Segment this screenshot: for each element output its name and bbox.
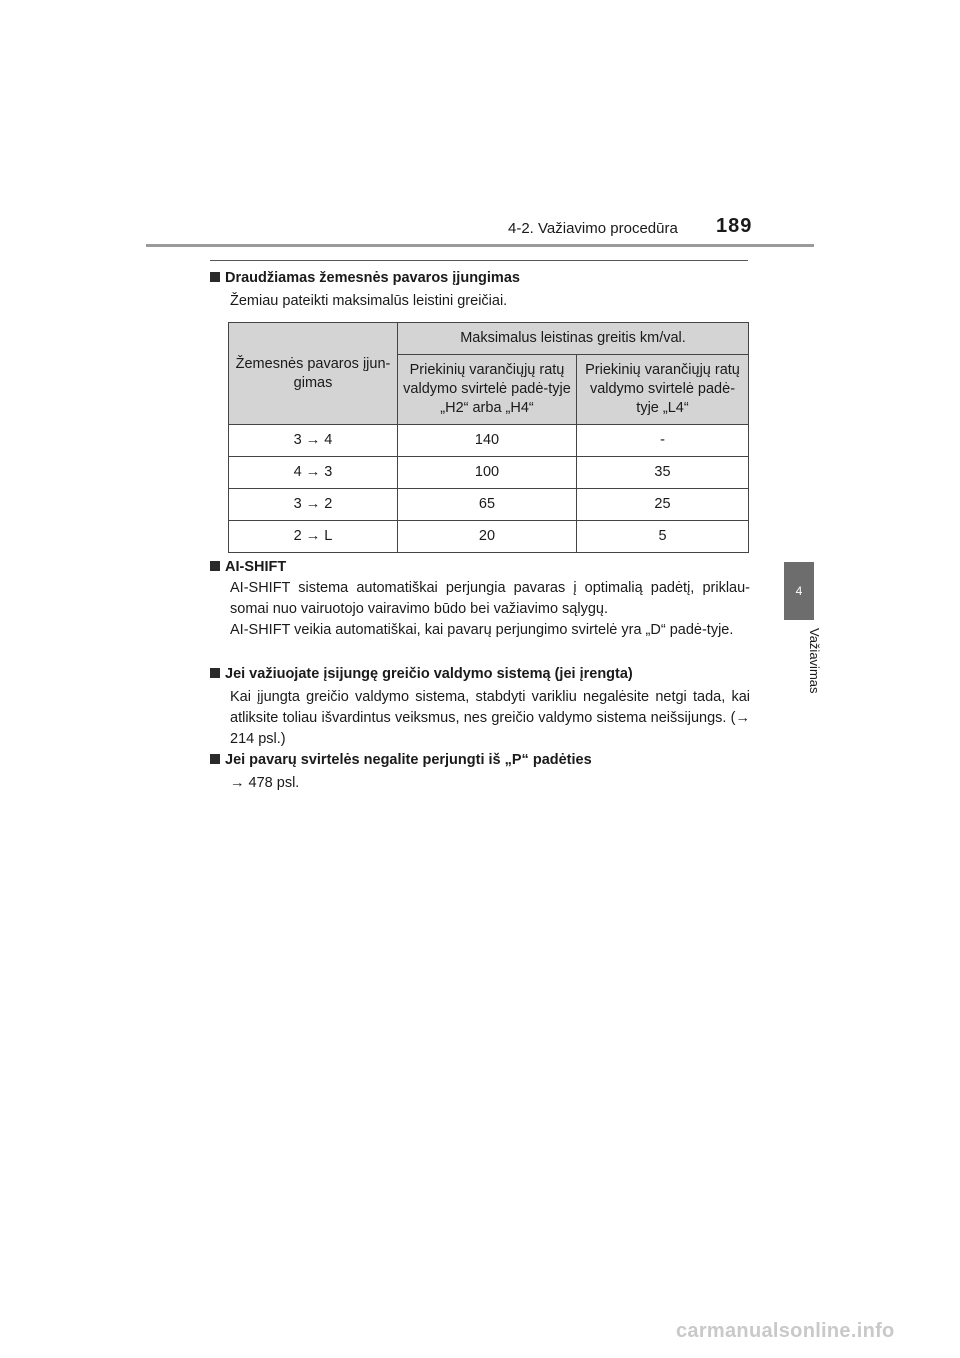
square-bullet-icon bbox=[210, 668, 220, 678]
square-bullet-icon bbox=[210, 561, 220, 571]
cruise-paragraph: Kai įjungta greičio valdymo sistema, stabdyti varikliu negalėsite netgi tada, kai atliksite toliau išvardintus veiksmus, nes greičio valdymo sistema neišsijungs. (→ 214 psl.) bbox=[230, 689, 750, 747]
chapter-label: Važiavimas bbox=[807, 628, 822, 694]
aishift-heading bbox=[210, 557, 750, 578]
cell-l-speed: 5 bbox=[577, 521, 749, 553]
cell-h-speed: 140 bbox=[398, 425, 577, 457]
table-row bbox=[229, 425, 749, 457]
downshift-section bbox=[210, 268, 750, 312]
cell-l-speed: - bbox=[577, 425, 749, 457]
cruise-section bbox=[210, 664, 750, 750]
table-header-row bbox=[229, 323, 749, 355]
col-header-h2-h4: Priekinių varančiųjų ratų valdymo svirtelė padė-tyje „H2“ arba „H4“ bbox=[398, 355, 577, 425]
downshift-title: Draudžiamas žemesnės pavaros įjungimas bbox=[225, 270, 520, 286]
table-row bbox=[229, 489, 749, 521]
cell-shift: 3 → 4 bbox=[229, 425, 398, 457]
header-rule bbox=[146, 244, 814, 247]
cell-l-speed: 35 bbox=[577, 457, 749, 489]
downshift-intro: Žemiau pateikti maksimalūs leistini greičiai. bbox=[230, 293, 508, 309]
col-header-l4: Priekinių varančiųjų ratų valdymo svirtelė padė-tyje „L4“ bbox=[577, 355, 749, 425]
park-section bbox=[210, 750, 750, 794]
square-bullet-icon bbox=[210, 272, 220, 282]
downshift-heading bbox=[210, 268, 750, 289]
col-header-max-speed: Maksimalus leistinas greitis km/val. bbox=[398, 323, 749, 355]
section-header: 4-2. Važiavimo procedūra bbox=[508, 220, 678, 237]
watermark-text: carmanualsonline.info bbox=[676, 1320, 895, 1342]
aishift-paragraph-1: AI-SHIFT sistema automatiškai perjungia pavaras į optimalią padėtį, priklau-somai nuo vairuotojo vairavimo būdo bei važiavimo sąlygų. bbox=[230, 580, 750, 617]
table-row bbox=[229, 457, 749, 489]
cell-h-speed: 65 bbox=[398, 489, 577, 521]
page-number: 189 bbox=[716, 215, 753, 237]
park-reference-link[interactable]: → 478 psl. bbox=[230, 775, 300, 791]
col-header-downshift: Žemesnės pavaros įjun-gimas bbox=[229, 323, 398, 425]
cell-shift: 2 → L bbox=[229, 521, 398, 553]
cruise-title: Jei važiuojate įsijungę greičio valdymo sistemą (jei įrengta) bbox=[225, 666, 633, 682]
cruise-heading bbox=[210, 664, 750, 685]
cell-l-speed: 25 bbox=[577, 489, 749, 521]
chapter-tab[interactable]: 4 bbox=[784, 562, 814, 620]
cell-h-speed: 100 bbox=[398, 457, 577, 489]
speed-table bbox=[228, 322, 749, 553]
square-bullet-icon bbox=[210, 754, 220, 764]
table-row bbox=[229, 521, 749, 553]
cell-shift: 3 → 2 bbox=[229, 489, 398, 521]
cell-shift: 4 → 3 bbox=[229, 457, 398, 489]
cell-h-speed: 20 bbox=[398, 521, 577, 553]
park-title: Jei pavarų svirtelės negalite perjungti iš „P“ padėties bbox=[225, 752, 592, 768]
aishift-paragraph-2: AI-SHIFT veikia automatiškai, kai pavarų perjungimo svirtelė yra „D“ padė-tyje. bbox=[230, 622, 734, 638]
aishift-title: AI-SHIFT bbox=[225, 559, 287, 575]
aishift-section bbox=[210, 557, 750, 641]
section-divider bbox=[210, 260, 748, 261]
park-heading bbox=[210, 750, 750, 771]
